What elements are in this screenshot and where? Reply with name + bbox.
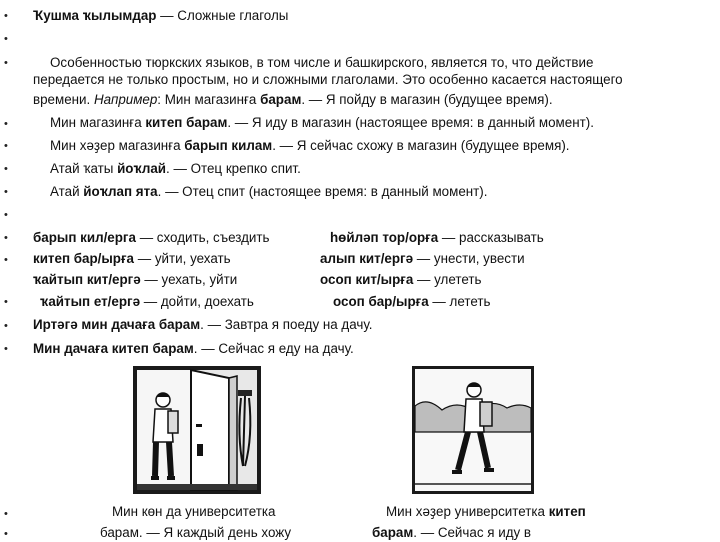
bullet: • — [4, 343, 8, 355]
bullet: • — [4, 118, 8, 130]
bullet: • — [4, 10, 8, 22]
example-line: Атай ҡаты йоҡлай. — Отец крепко спит. — [50, 161, 301, 176]
verb-item: ҡайтып кит/ергә — уехать, уйти — [33, 272, 238, 287]
bullet: • — [4, 296, 8, 308]
intro-line: времени. Например: Мин магазинға барам. — Я пойду в магазин (будущее время). — [33, 92, 553, 107]
caption-right: Мин хәҙер университетка китеп — [386, 504, 586, 519]
verb-item: һөйләп тор/орға — рассказывать — [330, 230, 544, 245]
sentence-line: Иртәгә мин дачаға барам. — Завтра я поеду на дачу. — [33, 317, 373, 332]
intro-line: передается не только простым, но и сложными глаголами. Это особенно касается настоящего — [33, 72, 623, 87]
verb-item: китеп бар/ырға — уйти, уехать — [33, 251, 231, 266]
verb-item: осоп бар/ырға — лететь — [333, 294, 491, 309]
caption-right: барам. — Сейчас я иду в — [372, 525, 532, 540]
bullet: • — [4, 508, 8, 520]
bullet: • — [4, 320, 8, 332]
bullet: • — [4, 254, 8, 266]
caption-left: Мин көн да университетка — [112, 504, 276, 519]
bullet: • — [4, 528, 8, 540]
verb-item: ҡайтып ет/ергә — дойти, доехать — [40, 294, 254, 309]
bullet: • — [4, 33, 8, 45]
verb-item: алып кит/ергә — унести, увести — [320, 251, 525, 266]
example-line: Атай йоҡлап ята. — Отец спит (настоящее время: в данный момент). — [50, 184, 488, 199]
intro-line: Особенностью тюркских языков, в том числе и башкирского, является то, что действие — [50, 55, 594, 70]
bullet: • — [4, 163, 8, 175]
bullet: • — [4, 140, 8, 152]
bullet: • — [4, 232, 8, 244]
bullet: • — [4, 186, 8, 198]
example-line: Мин магазинға китеп барам. — Я иду в магазин (настоящее время: в данный момент). — [50, 115, 594, 130]
verb-item: барып кил/ерга — сходить, съездить — [33, 230, 270, 245]
boy-walking-illustration — [412, 366, 534, 494]
boy-at-door-illustration — [133, 366, 261, 494]
caption-left: барам. — Я каждый день хожу — [100, 525, 292, 540]
page-title: Ҡушма ҡылымдар — Сложные глаголы — [33, 8, 289, 23]
bullet: • — [4, 209, 8, 221]
bullet: • — [4, 57, 8, 69]
sentence-line: Мин дачаға китеп барам. — Сейчас я еду на дачу. — [33, 341, 354, 356]
example-line: Мин хәҙер магазинға барып килам. — Я сейчас схожу в магазин (будущее время). — [50, 138, 570, 153]
verb-item: осоп кит/ырға — улететь — [320, 272, 482, 287]
